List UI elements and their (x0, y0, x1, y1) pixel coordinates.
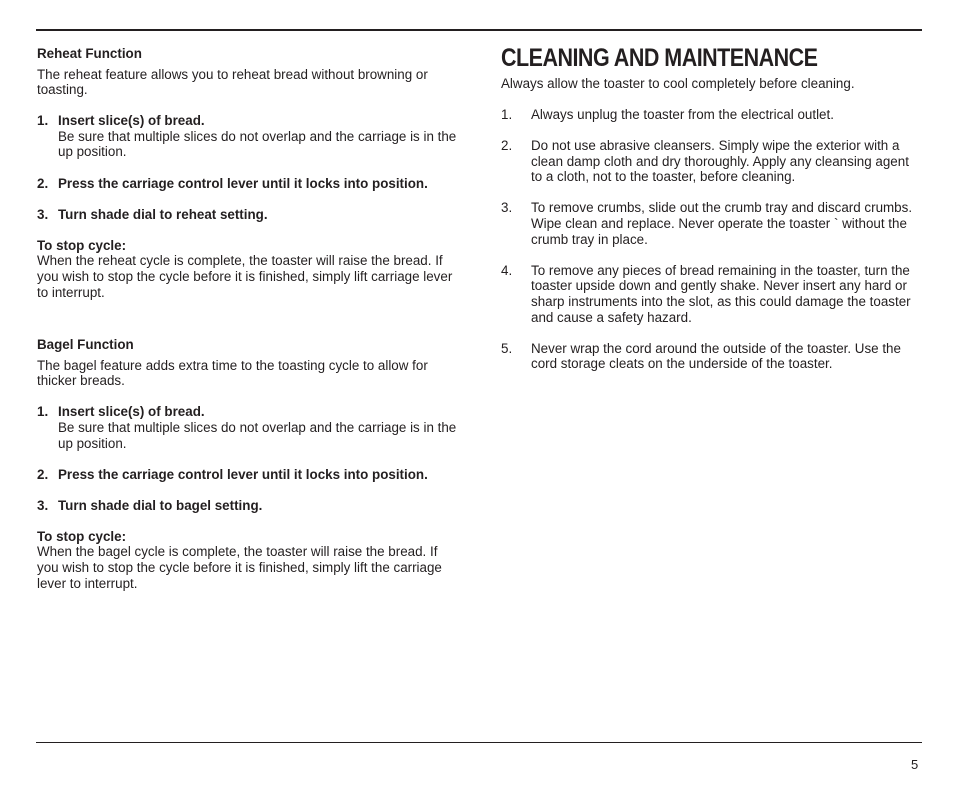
step-text: Be sure that multiple slices do not overlap and the carriage is in the up position. (58, 128, 457, 160)
bagel-stop-text: When the bagel cycle is complete, the toaster will raise the bread. If you wish to stop the cycle before it is finished, simply lift the carriage lever to interrupt. (37, 544, 442, 591)
bagel-step-2 (37, 467, 457, 483)
step-number: 1. (501, 107, 513, 123)
reheat-stop-text: When the reheat cycle is complete, the toaster will raise the bread. If you wish to stop the cycle before it is finished, simply lift carriage lever to interrupt. (37, 253, 453, 300)
bagel-step-3 (37, 498, 457, 514)
cleaning-heading: CLEANING AND MAINTENANCE (501, 44, 818, 72)
step-text: Do not use abrasive cleansers. Simply wipe the exterior with a clean damp cloth and dry thoroughly. Apply any cleansing agent to a cloth, not to the toaster, before cleaning. (531, 138, 909, 185)
bagel-intro: The bagel feature adds extra time to the toasting cycle to allow for thicker breads. (37, 357, 428, 389)
step-number: 5. (501, 340, 513, 356)
step-number: 3. (501, 200, 513, 216)
bagel-stop-heading: To stop cycle: (37, 528, 127, 544)
step-text: To remove any pieces of bread remaining in the toaster, turn the toaster upside down and gently shake. Never insert any hard or sharp instruments into the slot, as this could damage the toaster and cause a safety hazard. (531, 262, 911, 325)
step-number: 3. (37, 206, 49, 222)
step-title: Turn shade dial to reheat setting. (58, 206, 268, 222)
bagel-step-1 (37, 404, 457, 451)
reheat-step-2 (37, 176, 457, 192)
step-number: 1. (37, 113, 49, 129)
cleaning-step-2 (501, 138, 921, 185)
step-number: 2. (37, 175, 49, 191)
cleaning-step-1 (501, 107, 921, 123)
step-title: Press the carriage control lever until it locks into position. (58, 466, 428, 482)
step-title: Insert slice(s) of bread. (58, 404, 205, 420)
step-title: Turn shade dial to bagel setting. (58, 497, 263, 513)
page-number: 5 (911, 757, 919, 772)
step-number: 1. (37, 404, 49, 420)
top-rule (36, 29, 922, 31)
reheat-intro: The reheat feature allows you to reheat bread without browning or toasting. (37, 66, 428, 98)
step-title: Insert slice(s) of bread. (58, 113, 205, 129)
reheat-step-3 (37, 207, 457, 223)
reheat-heading: Reheat Function (37, 46, 142, 61)
step-text: Never wrap the cord around the outside of the toaster. Use the cord storage cleats on the underside of the toaster. (531, 340, 901, 372)
step-number: 3. (37, 497, 49, 513)
step-title: Press the carriage control lever until it locks into position. (58, 175, 428, 191)
step-text: To remove crumbs, slide out the crumb tray and discard crumbs. Wipe clean and replace. Never operate the toaster ` without the crumb tray in place. (531, 200, 913, 247)
bottom-rule (36, 742, 922, 743)
reheat-stop-heading: To stop cycle: (37, 237, 127, 253)
step-text: Always unplug the toaster from the electrical outlet. (531, 107, 834, 123)
step-number: 2. (37, 466, 49, 482)
bagel-heading: Bagel Function (37, 337, 134, 353)
right-column (501, 44, 921, 372)
cleaning-step-5 (501, 341, 921, 372)
cleaning-step-3 (501, 200, 921, 247)
cleaning-intro: Always allow the toaster to cool completely before cleaning. (501, 76, 855, 91)
cleaning-step-4 (501, 263, 921, 325)
left-column (37, 46, 457, 591)
reheat-step-1 (37, 113, 457, 160)
step-text: Be sure that multiple slices do not overlap and the carriage is in the up position. (58, 420, 457, 451)
step-number: 2. (501, 138, 513, 154)
step-number: 4. (501, 262, 513, 278)
